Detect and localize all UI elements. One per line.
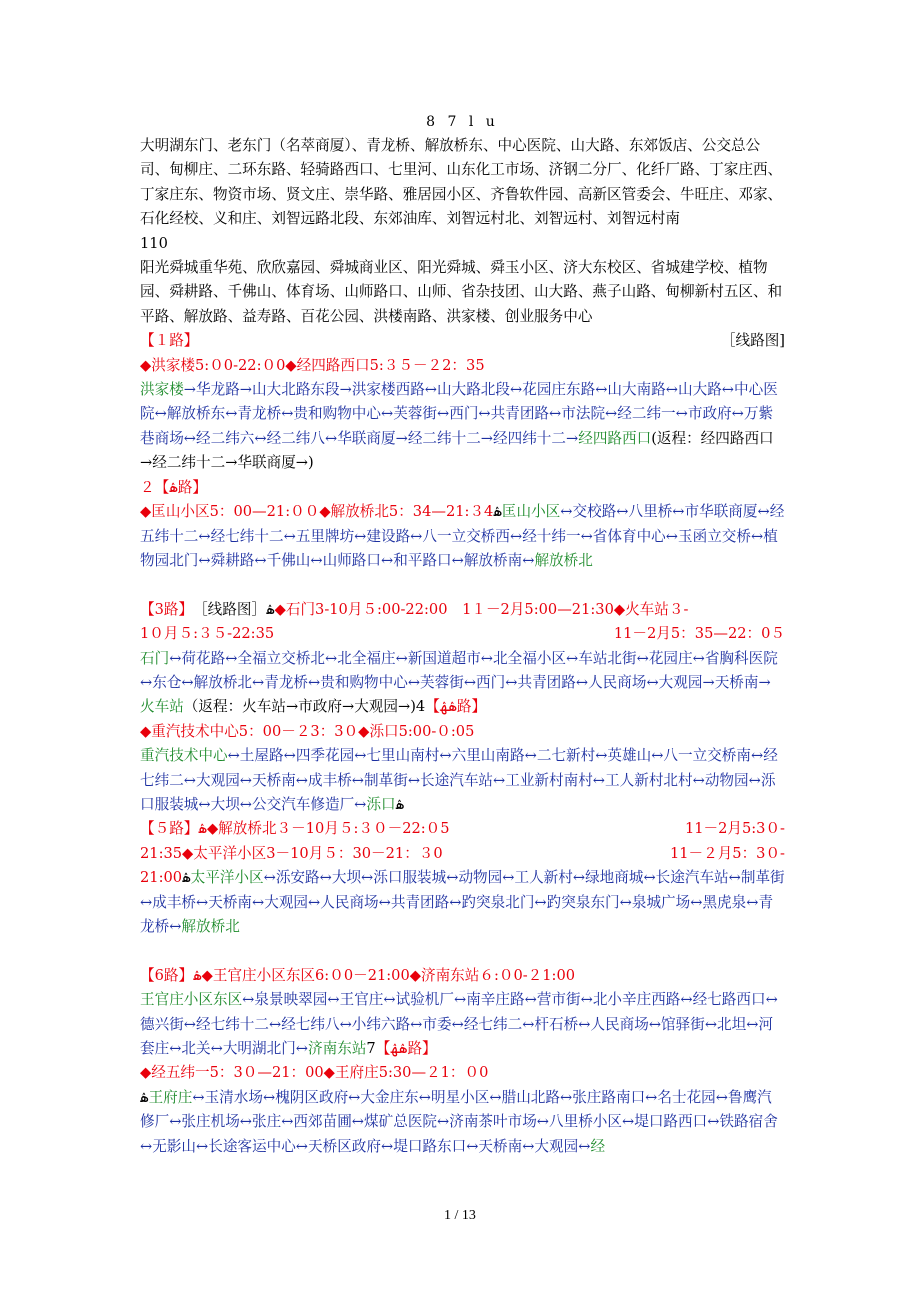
route2-glyph: ۿ bbox=[493, 503, 502, 521]
route5-header: 【５路】ۿ bbox=[140, 820, 207, 838]
route5-glyph: ۿ bbox=[182, 869, 191, 887]
route7-stops: ↔玉清水场↔槐阴区政府↔大金庄东↔明星小区↔腊山北路↔张庄路南口↔名士花园↔鲁鹰汽修厂↔张庄机场↔张庄↔西郊苗圃↔煤矿总医院↔济南茶叶市场↔八里桥小区↔堤口路西口↔铁路宿舍↔无影山↔长途客运中心↔天桥区政府↔堤口路东口↔天桥南↔大观园↔ bbox=[140, 1088, 778, 1155]
route7-end: 经 bbox=[590, 1137, 606, 1155]
route5-times-row1 bbox=[140, 817, 785, 841]
route5-stops: ↔泺安路↔大坝↔泺口服装城↔动物园↔工人新村↔绿地商城↔长途汽车站↔制革街↔成丰桥↔天桥南↔大观园↔人民商场↔共青团路↔趵突泉北门↔趵突泉东门↔泉城广场↔黑虎泉↔青龙桥↔ bbox=[140, 869, 785, 935]
route5-times1a: ◆解放桥北３－10月５:３０－22:０5 bbox=[206, 820, 450, 838]
line87-stops: 大明湖东门、老东门（名萃商厦）、青龙桥、解放桥东、中心医院、山大路、东郊饭店、公交总公司、甸柳庄、二环东路、轻骑路西口、七里河、山东化工市场、济钢二分厂、化纤厂路、丁家庄西、丁家庄东、物资市场、贤文庄、崇华路、雅居园小区、齐鲁软件园、高新区管委会、牛旺庄、邓家、石化经校、义和庄、刘智远路北段、东郊油库、刘智远村北、刘智远村、刘智远村南 bbox=[140, 137, 783, 228]
route7-num: 7 bbox=[366, 1040, 376, 1057]
route5-route bbox=[140, 866, 785, 939]
route5-header-times bbox=[140, 817, 450, 841]
route4-route bbox=[140, 744, 785, 817]
line110-title: 110 bbox=[140, 234, 168, 252]
route5-times2b: 11－２月5：3０- bbox=[669, 844, 785, 862]
route6-route bbox=[140, 988, 785, 1061]
route5-times3: 21:00 bbox=[140, 869, 183, 887]
route5-times2a: 21:35◆太平洋小区3－10月５：30－21：３0 bbox=[140, 844, 443, 862]
route4-header: 【ۿۿ路】 bbox=[425, 698, 487, 716]
route1-route bbox=[140, 378, 785, 476]
page-title: 8 7 l u bbox=[426, 114, 499, 130]
route3-route bbox=[140, 647, 785, 720]
route3-header-line bbox=[140, 598, 785, 622]
route5-end: 解放桥北 bbox=[181, 917, 240, 935]
document-page bbox=[140, 110, 785, 1159]
route1-start: 洪家楼 bbox=[140, 381, 184, 399]
route3-times1: ◆石门3-10月５:00-22:00 1１－2月5:00—21:30◆火车站３- bbox=[274, 600, 689, 618]
route1-times: ◆洪家楼5:０0-22:０0◆经四路西口5:３５－２2：35 bbox=[140, 356, 485, 374]
route2-start: 匡山小区 bbox=[501, 503, 561, 521]
route6-end: 济南东站 bbox=[308, 1040, 367, 1057]
route1-header: 【１路】 bbox=[140, 332, 199, 350]
route4-glyph: ۿ bbox=[395, 795, 405, 813]
route7-header: 【ۿۿ路】 bbox=[375, 1040, 437, 1057]
route7-glyph: ۿ bbox=[140, 1088, 149, 1106]
spacer bbox=[140, 939, 785, 963]
route6-start: 王官庄小区东区 bbox=[140, 991, 243, 1009]
route3-times-row bbox=[140, 622, 785, 646]
route4-stops: ↔土屋路↔四季花园↔七里山南村↔六里山南路↔二七新村↔英雄山↔八一立交桥南↔经七纬二↔大观园↔天桥南↔成丰桥↔制革街↔长途汽车站↔工业新村南村↔工人新村北村↔动物园↔泺口服装城↔大坝↔公交汽车修造厂↔ bbox=[140, 747, 778, 813]
route5-times-row2 bbox=[140, 842, 785, 866]
route5-start: 太平洋小区 bbox=[190, 869, 264, 887]
route4-start: 重汽技术中心 bbox=[140, 747, 228, 765]
page-number: 1 / 13 bbox=[444, 1208, 476, 1223]
line110-stops: 阳光舜城重华苑、欣欣嘉园、舜城商业区、阳光舜城、舜玉小区、济大东校区、省城建学校、植物园、舜耕路、千佛山、体育场、山师路口、山师、省杂技团、山大路、燕子山路、甸柳新村五区、和平路、解放路、益寿路、百花公园、洪楼南路、洪家楼、创业服务中心 bbox=[140, 259, 783, 325]
route2-header: ２【ۿ路】 bbox=[140, 478, 207, 496]
route6-stops: ↔泉景映翠园↔王官庄↔试验机厂↔南辛庄路↔营市街↔北小辛庄西路↔经七路西口↔德兴街↔经七纬十二↔经七纬八↔小纬六路↔市委↔经七纬二↔杆石桥↔人民商场↔馆驿街↔北坦↔河套庄↔北关↔大明湖北门↔ bbox=[140, 991, 778, 1057]
route3-times2a: 1０月５:３５-22:35 bbox=[140, 625, 275, 643]
route2-times: ◆匡山小区5：00—21:００◆解放桥北5：34—21:３4 bbox=[140, 503, 494, 521]
route1-map-link[interactable]: ［线路图] bbox=[720, 332, 785, 350]
route1-stops: →华龙路→山大北路东段→洪家楼西路↔山大路北段↔花园庄东路↔山大南路↔山大路↔中心医院↔解放桥东↔青龙桥↔贵和购物中心↔芙蓉街↔西门↔共青团路↔市法院↔经二纬一↔市政府↔万紫巷商场↔经二纬六↔经二纬八↔华联商厦→经二纬十二→经四纬十二→ bbox=[140, 381, 778, 447]
route6-header: 【6路】ۿ bbox=[140, 966, 202, 984]
route3-start: 石门 bbox=[140, 649, 170, 667]
route6-times: ◆王官庄小区东区6:０0－21:00◆济南东站６:０0-２1:00 bbox=[201, 966, 576, 984]
spacer bbox=[140, 573, 785, 597]
route1-header-row bbox=[140, 329, 785, 353]
route3-map-link[interactable]: ［线路图］ۿ bbox=[200, 600, 275, 618]
route7-route bbox=[140, 1086, 785, 1159]
route1-end: 经四路西口 bbox=[578, 429, 652, 447]
route7-start: 王府庄 bbox=[148, 1088, 193, 1106]
route7-times: ◆经五纬一5：3０—21：00◆王府庄5:30—２1：０0 bbox=[140, 1064, 489, 1082]
route2-stops: ↔交校路↔八里桥↔市华联商厦↔经五纬十二↔经七纬十二↔五里牌坊↔建设路↔八一立交桥西↔经十纬一↔省体育中心↔玉函立交桥↔植物园北门↔舜耕路↔千佛山↔山师路口↔和平路口↔解放桥南↔ bbox=[140, 503, 785, 569]
route3-return: （返程：火车站→市政府→大观园→)4 bbox=[183, 698, 426, 716]
route3-times2b: 11－2月5：35—22：0５ bbox=[613, 625, 785, 643]
route3-end: 火车站 bbox=[140, 698, 184, 716]
route1-return: (返程：经四路西口→经二纬十二→华联商厦→) bbox=[140, 429, 774, 472]
route3-header: 【3路】 bbox=[140, 600, 186, 618]
route4-end: 泺口 bbox=[366, 795, 396, 813]
route3-stops: ↔荷花路↔全福立交桥北↔北全福庄↔新国道超市↔北全福小区↔车站北街↔花园庄↔省胸科医院↔东仓↔解放桥北↔青龙桥↔贵和购物中心↔芙蓉街↔西门↔共青团路↔人民商场↔大观园→天桥南→ bbox=[140, 649, 778, 691]
route2-end: 解放桥北 bbox=[534, 551, 593, 569]
route2-times-line bbox=[140, 500, 785, 573]
route5-times1b: 11－2月5:3０- bbox=[684, 820, 785, 838]
route4-times: ◆重汽技术中心5：00－２3：3０◆泺口5:00-０:05 bbox=[140, 722, 475, 740]
route6-header-line bbox=[140, 964, 785, 988]
